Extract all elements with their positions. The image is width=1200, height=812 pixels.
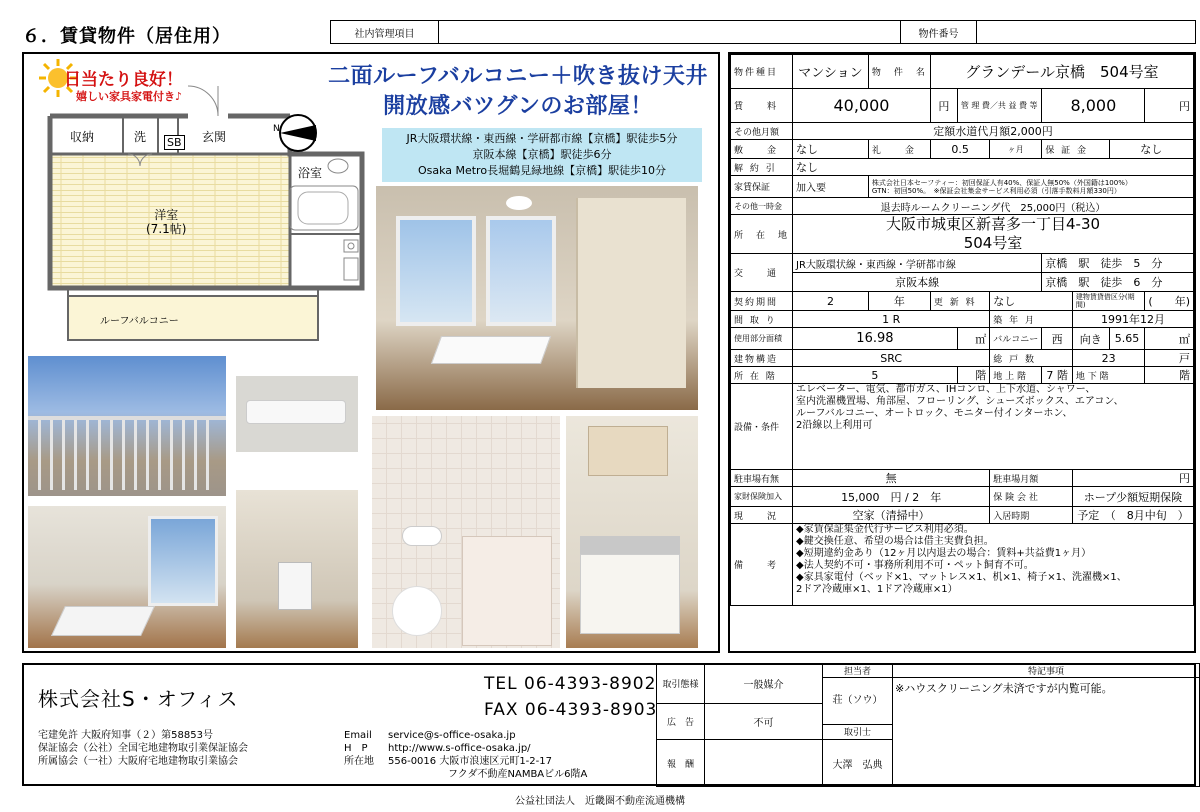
mgmt-value	[439, 21, 901, 43]
contract-category-value: ( 年)	[1145, 292, 1194, 311]
address-line-1: 大阪市城東区新喜多一丁目4-30	[885, 215, 1101, 233]
transport-label: 交 通	[731, 254, 793, 292]
structure-value: SRC	[793, 350, 990, 367]
footer-organization: 公益社団法人 近畿圏不動産流通機構	[515, 796, 685, 807]
units-unit: 戸	[1145, 350, 1194, 367]
area-value: 16.98	[793, 328, 958, 350]
address-value	[793, 215, 1194, 254]
built-value: 1991年12月	[1072, 311, 1193, 328]
license-line: 宅建免許 大阪府知事（２）第58853号	[38, 730, 213, 741]
bathroom-photo	[372, 416, 560, 648]
renewal-label: 更 新 料	[930, 292, 989, 311]
catch-line-2: 開放感バツグンのお部屋！	[383, 94, 653, 119]
access-line: 京阪本線【京橋】駅徒歩6分	[472, 148, 612, 161]
key-money-unit: ヶ月	[990, 140, 1042, 159]
note-line: ◆鍵交換任意、希望の場合は借主実費負担。	[796, 536, 994, 547]
parking-fee-label: 駐車場月額	[990, 470, 1073, 487]
type-value: マンション	[793, 55, 869, 89]
mgmt-fee-unit: 円	[1145, 89, 1194, 123]
floor-value: 5	[793, 367, 958, 384]
catch-line-1: 二面ルーフバルコニー＋吹き抜け天井	[328, 64, 708, 89]
bedroom-photo	[28, 506, 226, 648]
ad-label: 広 告	[657, 704, 705, 740]
rent-value: 40,000	[793, 89, 931, 123]
walk-minutes: 6	[1133, 276, 1141, 289]
move-in-value: 予定 （ 8月中旬 ）	[1072, 507, 1193, 524]
parking-fee-unit: 円	[1072, 470, 1193, 487]
direction-word: 向き	[1072, 328, 1109, 350]
note-line: ◆法人契約不可・事務所利用不可・ペット飼育不可。	[796, 560, 1034, 571]
rent-guarantee-label: 家賃保証	[731, 176, 793, 198]
minute-unit: 分	[1151, 257, 1163, 270]
line-2: 京阪本線	[793, 273, 1042, 292]
email-value[interactable]: service@s-office-osaka.jp	[388, 730, 516, 741]
page-heading: ６．賃貸物件（居住用）	[22, 26, 231, 47]
mgmt-fee-label: 管 理 費／共 益 費 等	[957, 89, 1042, 123]
above-ground-value	[1042, 367, 1073, 384]
walk-word: 徒歩	[1100, 257, 1123, 270]
phone-fax	[484, 671, 657, 723]
spec-grid	[730, 54, 1194, 606]
layout-value: 1 R	[793, 311, 990, 328]
insurance-company-label: 保 険 会 社	[990, 487, 1073, 507]
address-line-2: 504号室	[963, 234, 1023, 252]
note-line: ◆家賃保証集金代行サービス利用必須。	[796, 524, 974, 535]
station-word: 駅	[1078, 257, 1090, 270]
one-time-label: その他一時金	[731, 198, 793, 215]
mgmt-fee-value: 8,000	[1042, 89, 1145, 123]
structure-label: 建物構造	[731, 350, 793, 367]
room-photo	[376, 186, 698, 410]
agent-label: 取引士	[823, 724, 892, 738]
notes-value	[793, 524, 1194, 606]
parking-value: 無	[793, 470, 990, 487]
deal-table	[656, 663, 1200, 787]
deposit-label: 敷 金	[731, 140, 793, 159]
deal-mode-label: 取引態様	[657, 664, 705, 704]
property-number-label: 物件番号	[901, 21, 977, 43]
one-time-value: 退去時ルームクリーニング代 25,000円（税込）	[793, 198, 1194, 215]
bathroom-label: 浴室	[298, 166, 323, 180]
term-unit: 年	[868, 292, 930, 311]
equipment-value	[793, 384, 1194, 470]
station-2	[1042, 273, 1194, 292]
staff-cell	[823, 664, 893, 740]
station-name: 京橋	[1045, 276, 1068, 289]
office-address-value: 556-0016 大阪市浪速区元町1-2-17	[388, 756, 552, 767]
renewal-value: なし	[990, 292, 1073, 311]
office-address-line-2: フクダ不動産NAMBAビル6階A	[448, 769, 588, 780]
washer-label: 洗	[134, 130, 147, 144]
license-line: 保証協会（公社）全国宅地建物取引業保証協会	[38, 743, 248, 754]
balcony-label: バルコニー	[990, 328, 1042, 350]
key-money-value: 0.5	[930, 140, 989, 159]
rent-guarantee-note	[868, 176, 1193, 198]
insurance-label: 家財保険加入	[731, 487, 793, 507]
hp-label: H P	[344, 743, 368, 754]
catch-copy	[314, 62, 722, 122]
other-monthly-value: 定額水道代月額2,000円	[793, 123, 1194, 140]
company-block	[22, 663, 1196, 786]
built-label: 築 年 月	[990, 311, 1073, 328]
staff-label: 担当者	[823, 664, 892, 678]
address-label: 所 在 地	[731, 215, 793, 254]
rent-guarantee-note-2: GTN：初回50%。 ※保証会社集金サービス利用必須（引落手数料月額330円）	[871, 186, 1121, 195]
line-1: JR大阪環状線・東西線・学研都市線	[793, 254, 1042, 273]
below-ground-unit: 階	[1145, 367, 1194, 384]
above-ground-unit: 階	[1056, 369, 1068, 382]
deal-mode-value: 一般媒介	[705, 664, 823, 704]
amortization-label: 解 約 引	[731, 159, 793, 176]
floor-label: 所 在 階	[731, 367, 793, 384]
entrance-label: 玄関	[202, 130, 227, 144]
tel: TEL 06-4393-8902	[484, 674, 657, 694]
station-word: 駅	[1078, 276, 1090, 289]
office-address-label: 所在地	[344, 756, 374, 767]
email-label: Email	[344, 730, 372, 741]
sunny-text: 日当たり良好！	[64, 70, 183, 90]
rent-label: 賃 料	[731, 89, 793, 123]
balcony-area-unit: ㎡	[1145, 328, 1194, 350]
rent-unit: 円	[930, 89, 957, 123]
shoebox-label: SB	[164, 135, 185, 150]
note-line: ◆短期違約金あり（12ヶ月以内退去の場合：賃料+共益費1ヶ月）	[796, 548, 1092, 559]
equipment-line: ルーフバルコニー、オートロック、モニター付インターホン、	[796, 408, 1073, 419]
ad-value: 不可	[705, 704, 823, 740]
storage-label: 収納	[70, 130, 95, 144]
area-label: 使用部分面積	[731, 328, 793, 350]
walk-word: 徒歩	[1100, 276, 1123, 289]
above-ground-label: 地 上 階	[990, 367, 1042, 384]
room-name: 洋室	[154, 208, 179, 222]
kitchen-photo	[566, 416, 698, 648]
fee-value	[705, 740, 823, 787]
contract-category-label: 建物賃貸借区分(期間)	[1072, 292, 1145, 311]
fax: FAX 06-4393-8903	[484, 700, 658, 720]
type-label: 物件種目	[731, 55, 793, 89]
special-cell	[893, 664, 1200, 787]
special-label: 特記事項	[893, 664, 1199, 678]
laundry-photo	[236, 490, 358, 648]
deposit-value: なし	[793, 140, 869, 159]
amortization-value: なし	[793, 159, 1194, 176]
station-1	[1042, 254, 1194, 273]
equipment-line: 2沿線以上利用可	[796, 420, 873, 431]
property-name: グランデール京橋 504号室	[930, 55, 1193, 89]
move-in-label: 入居時期	[990, 507, 1073, 524]
agent-value: 大澤 弘典	[823, 740, 893, 787]
key-money-label: 礼 金	[868, 140, 930, 159]
station-name: 京橋	[1045, 257, 1068, 270]
hp-value[interactable]: http://www.s-office-osaka.jp/	[388, 743, 531, 754]
term-label: 契約期間	[731, 292, 793, 311]
name-label: 物 件 名	[868, 55, 930, 89]
balcony-area: 5.65	[1109, 328, 1145, 350]
property-number-value	[977, 21, 1195, 43]
license-line: 所属協会（一社）大阪府宅地建物取引業協会	[38, 756, 238, 767]
license-info	[38, 729, 248, 768]
term-value: 2	[793, 292, 869, 311]
balcony-label: ルーフバルコニー	[100, 316, 179, 327]
insurance-company-value: ホープ少額短期保険	[1072, 487, 1193, 507]
mgmt-label: 社内管理項目	[331, 21, 439, 43]
floor-unit: 階	[957, 367, 989, 384]
above-ground-number: 7	[1046, 369, 1054, 382]
staff-value: 荘（ソウ）	[832, 695, 883, 706]
rent-guarantee-note-1: 株式会社日本セーフティー：初回保証人有40%、保証人無50%（外国籍は100%）	[871, 178, 1132, 187]
below-ground-label: 地 下 階	[1072, 367, 1145, 384]
aircon-photo	[236, 376, 358, 452]
furnished-text: 嬉しい家具家電付き♪	[76, 90, 183, 103]
parking-label: 駐車場有無	[731, 470, 793, 487]
spec-table	[728, 52, 1196, 653]
note-line: ◆家具家電付（ベッド×1、マットレス×1、机×1、椅子×1、洗濯機×1、	[796, 572, 1127, 583]
fee-label: 報 酬	[657, 740, 705, 787]
balcony-direction: 西	[1042, 328, 1073, 350]
equipment-line: 室内洗濯機置場、角部屋、フローリング、シューズボックス、エアコン、	[796, 396, 1124, 407]
other-monthly-label: その他月額	[731, 123, 793, 140]
minute-unit: 分	[1151, 276, 1163, 289]
balcony-photo	[28, 356, 226, 496]
management-bar	[330, 20, 1196, 44]
equipment-line: エレベーター、電気、都市ガス、IHコンロ、上下水道、シャワー、	[796, 384, 1096, 395]
notes-label: 備 考	[731, 524, 793, 606]
access-box	[382, 128, 702, 182]
status-value: 空家（清掃中）	[793, 507, 990, 524]
rent-guarantee-value: 加入要	[793, 176, 869, 198]
special-value: ※ハウスクリーニング未済ですが内覧可能。	[895, 682, 1113, 695]
units-label: 総 戸 数	[990, 350, 1073, 367]
note-line: 2ドア冷蔵庫×1、1ドア冷蔵庫×1）	[796, 584, 958, 595]
svg-text:N: N	[273, 124, 280, 134]
contact-info	[344, 729, 587, 781]
layout-label: 間 取 り	[731, 311, 793, 328]
access-line: Osaka Metro長堀鶴見緑地線【京橋】駅徒歩10分	[417, 164, 667, 177]
units-value: 23	[1072, 350, 1145, 367]
company-name: 株式会社S・オフィス	[38, 687, 239, 711]
room-size: (7.1帖)	[146, 222, 187, 236]
access-line: JR大阪環状線・東西線・学研都市線【京橋】駅徒歩5分	[406, 132, 678, 145]
equipment-label: 設備・条件	[731, 384, 793, 470]
guarantee-value: なし	[1109, 140, 1193, 159]
insurance-value: 15,000 円 / 2 年	[793, 487, 990, 507]
promo-panel	[22, 52, 720, 653]
walk-minutes: 5	[1133, 257, 1141, 270]
status-label: 現 況	[731, 507, 793, 524]
room-label	[146, 208, 186, 236]
area-unit: ㎡	[957, 328, 989, 350]
guarantee-label: 保 証 金	[1042, 140, 1109, 159]
